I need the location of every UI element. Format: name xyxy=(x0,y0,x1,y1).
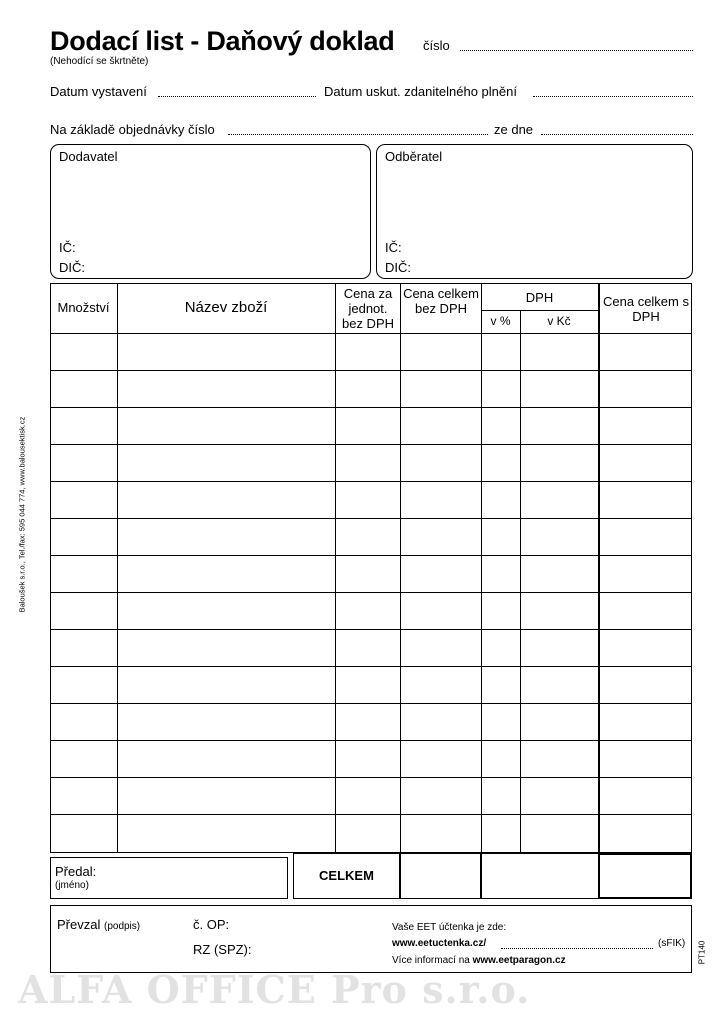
header-vat: DPH xyxy=(525,290,554,305)
order-date-field[interactable] xyxy=(541,134,693,135)
total-excl-vat-cell[interactable] xyxy=(400,853,481,899)
table-row xyxy=(50,629,692,630)
table-row xyxy=(50,703,692,704)
taxable-date-label: Datum uskut. zdanitelného plnění xyxy=(324,84,517,99)
total-label-box xyxy=(293,853,400,899)
customer-label: Odběratel xyxy=(385,149,443,164)
eet-more-site: www.eetparagon.cz xyxy=(472,955,566,966)
total-incl-vat-cell[interactable] xyxy=(598,853,692,899)
col-divider-thick xyxy=(598,283,600,853)
header-total-incl-vat: Cena celkem s DPH xyxy=(603,294,689,324)
col-divider xyxy=(117,283,118,853)
col-divider xyxy=(481,283,482,853)
supplier-box[interactable] xyxy=(50,144,371,279)
table-row xyxy=(50,481,692,482)
received-label-text: Převzal xyxy=(57,917,101,932)
eet-code-field[interactable] xyxy=(501,948,653,949)
customer-dic-label: DIČ: xyxy=(385,260,411,275)
table-row xyxy=(50,518,692,519)
issue-date-label: Datum vystavení xyxy=(50,84,147,99)
number-label: číslo xyxy=(423,38,450,53)
received-label xyxy=(57,917,140,932)
eet-intro: Vaše EET účtenka je zde: xyxy=(392,922,507,933)
supplier-dic-label: DIČ: xyxy=(59,260,85,275)
items-table xyxy=(50,283,692,853)
table-row xyxy=(50,740,692,741)
eet-sfik: (sFIK) xyxy=(658,938,686,949)
table-row xyxy=(50,666,692,667)
table-row xyxy=(50,592,692,593)
vat-sub-divider xyxy=(481,310,599,311)
eet-more-text: Více informací na xyxy=(392,955,470,966)
table-row xyxy=(50,555,692,556)
supplier-label: Dodavatel xyxy=(59,149,118,164)
strike-note: (Nehodící se škrtněte) xyxy=(50,56,149,67)
order-number-field[interactable] xyxy=(228,134,488,135)
table-row xyxy=(50,370,692,371)
issue-date-field[interactable] xyxy=(158,96,316,97)
customer-box[interactable] xyxy=(376,144,693,279)
handed-by-box[interactable] xyxy=(50,857,288,899)
document-title: Dodací list - Daňový doklad xyxy=(50,26,395,56)
id-card-label: č. OP: xyxy=(193,917,230,932)
supplier-ic-label: IČ: xyxy=(59,240,76,255)
taxable-date-field[interactable] xyxy=(533,96,693,97)
header-product-name: Název zboží xyxy=(184,299,268,316)
eet-site: www.eetuctenka.cz/ xyxy=(392,938,487,949)
total-label: CELKEM xyxy=(319,868,374,883)
received-box[interactable] xyxy=(50,905,692,973)
header-unit-price: Cena za jednot. bez DPH xyxy=(341,286,395,331)
col-divider xyxy=(520,310,521,853)
eet-more xyxy=(392,955,566,966)
order-date-label: ze dne xyxy=(494,122,534,137)
table-row xyxy=(50,814,692,815)
header-vat-czk: v Kč xyxy=(547,314,571,328)
handed-by-label: Předal: xyxy=(55,864,97,879)
form-code: PT140 xyxy=(697,940,707,965)
received-sub: (podpis) xyxy=(103,921,141,932)
handed-by-sub: (jméno) xyxy=(55,880,89,891)
table-row xyxy=(50,444,692,445)
printer-info: Baloušek s.r.o., Tel./fax: 595 044 774, www.balousektisk.cz xyxy=(17,416,27,613)
header-total-excl-vat: Cena celkem bez DPH xyxy=(403,286,479,316)
col-divider xyxy=(335,283,336,853)
header-vat-percent: v % xyxy=(490,314,511,328)
header-quantity: Množství xyxy=(57,300,110,315)
watermark: ALFA OFFICE Pro s.r.o. xyxy=(18,967,531,1012)
col-divider xyxy=(400,283,401,853)
order-number-label: Na základě objednávky číslo xyxy=(50,122,215,137)
header-divider xyxy=(50,333,692,334)
number-field[interactable] xyxy=(460,50,693,51)
customer-ic-label: IČ: xyxy=(385,240,402,255)
total-vat-cell[interactable] xyxy=(481,853,599,899)
plate-label: RZ (SPZ): xyxy=(193,942,252,957)
table-row xyxy=(50,407,692,408)
table-row xyxy=(50,777,692,778)
